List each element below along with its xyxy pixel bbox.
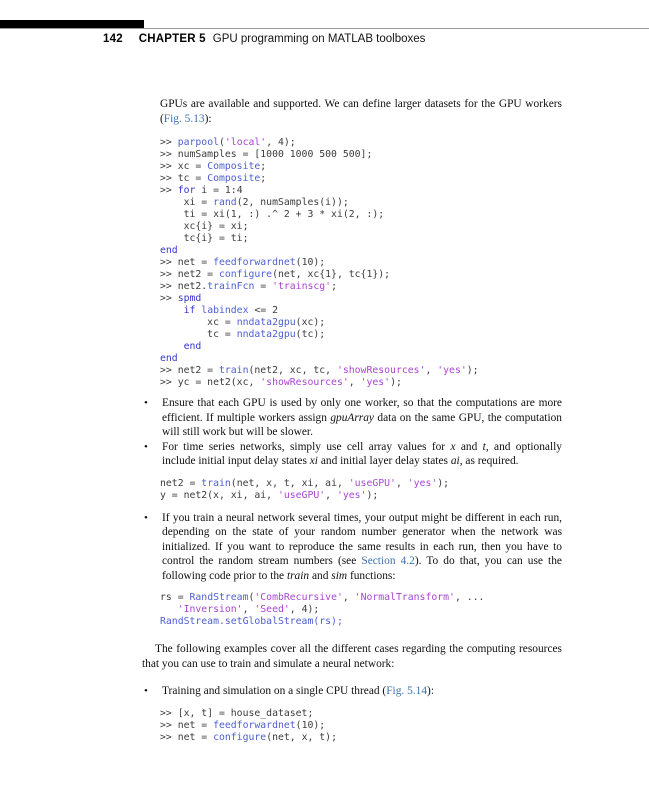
code-line: >> spmd (160, 293, 202, 304)
emphasis-text: x (450, 440, 456, 453)
bullet-text: Training and simulation on a single CPU thread (Fig. 5.14): (162, 685, 435, 697)
emphasis-text: ai (450, 455, 460, 467)
page-number: 142 (103, 33, 123, 45)
bullet-item-random-stream (142, 511, 562, 584)
code-line: >> net = configure(net, x, t); (160, 731, 337, 743)
bullet-text: For time series networks, simply use cell array values for x and t, and optionally include initial input delay states xi and initial layer delay states ai, as required. (162, 440, 562, 467)
code-line: >> net2 = configure(net, xc{1}, tc{1}); (160, 269, 391, 280)
bullet-text: Ensure that each GPU is used by only one worker, so that the computations are more efficient. If multiple workers assign gpuArray data on the same GPU, the computation will still work but will be slower. (162, 397, 562, 438)
emphasis-text: xi (309, 455, 318, 467)
code-line: xc{i} = xi; (160, 221, 249, 232)
matlab-code-block-4 (160, 708, 562, 744)
cross-reference-link[interactable]: Section 4.2 (361, 555, 415, 567)
code-line: end (183, 341, 202, 352)
code-line: >> xc = Composite; (160, 161, 267, 172)
cross-reference-link[interactable]: Fig. 5.14 (386, 685, 428, 697)
code-line: 'Inversion', 'Seed', 4); (177, 604, 320, 615)
code-line: rs = RandStream('CombRecursive', 'NormalTransform', ... (160, 592, 485, 603)
code-line: net2 = train(net, x, t, xi, ai, 'useGPU', 'yes'); (160, 477, 450, 489)
chapter-title: GPU programming on MATLAB toolboxes (212, 33, 426, 45)
code-line: xi = rand(2, numSamples(i)); (160, 197, 349, 208)
bullet-marker: • (144, 685, 148, 697)
emphasis-text: t (482, 440, 486, 453)
page-header (103, 33, 425, 45)
emphasis-text: gpuArray (330, 411, 374, 424)
code-line: >> parpool('local', 4); (160, 137, 296, 148)
matlab-code-block-3 (160, 592, 562, 628)
bullet-item-single-cpu (142, 684, 562, 699)
code-line: RandStream.setGlobalStream(rs); (160, 616, 343, 627)
bullet-marker: • (144, 511, 148, 524)
bullet-text: If you train a neural network several times, your output might be different in each run, depending on the state of your random number generator when the network was initialized. If you want to reproduce the same results in each run, then you have to control the random stream numbers (see Section 4.2). To do that, you can use the following code prior to the train and sim functions: (162, 511, 562, 582)
bullet-item-time-series (142, 440, 562, 469)
page-body (142, 97, 562, 744)
code-line: >> net2 = train(net2, xc, tc, 'showResources', 'yes'); (160, 365, 479, 376)
matlab-code-block-2 (160, 478, 562, 502)
code-line: tc = nndata2gpu(tc); (160, 329, 326, 340)
emphasis-text: sim (331, 569, 348, 582)
code-line: xc = nndata2gpu(xc); (160, 317, 326, 328)
code-line: >> net = feedforwardnet(10); (160, 257, 326, 268)
code-line: if labindex <= 2 (183, 305, 278, 316)
cross-reference-link[interactable]: Fig. 5.13 (163, 112, 205, 125)
code-line: end (160, 353, 178, 364)
header-rule (0, 28, 649, 29)
bullet-marker: • (144, 397, 148, 409)
code-line: ti = xi(1, :) .^ 2 + 3 * xi(2, :); (160, 209, 385, 220)
chapter-label: CHAPTER 5 (138, 33, 206, 45)
code-line: >> net2.trainFcn = 'trainscg'; (160, 281, 337, 292)
emphasis-text: train (286, 569, 310, 582)
bullet-marker: • (144, 440, 148, 453)
code-line: >> numSamples = [1000 1000 500 500]; (160, 149, 373, 160)
code-line: >> tc = Composite; (160, 173, 267, 184)
code-line: tc{i} = ti; (160, 233, 249, 244)
code-line: y = net2(x, xi, ai, 'useGPU', 'yes'); (160, 489, 379, 501)
matlab-code-block-1 (160, 137, 562, 389)
bullet-item-gpu-worker (142, 396, 562, 440)
code-line: >> for i = 1:4 (160, 185, 243, 196)
code-line: end (160, 245, 178, 256)
intro-paragraph: GPUs are available and supported. We can define larger datasets for the GPU workers (Fig. 5.13): (160, 98, 562, 125)
code-line: >> net = feedforwardnet(10); (160, 719, 326, 731)
closing-paragraph: The following examples cover all the different cases regarding the computing resources that you can use to train and simulate a neural network: (142, 643, 562, 670)
code-line: >> yc = net2(xc, 'showResources', 'yes'); (160, 377, 402, 388)
code-line: >> [x, t] = house_dataset; (160, 707, 314, 719)
